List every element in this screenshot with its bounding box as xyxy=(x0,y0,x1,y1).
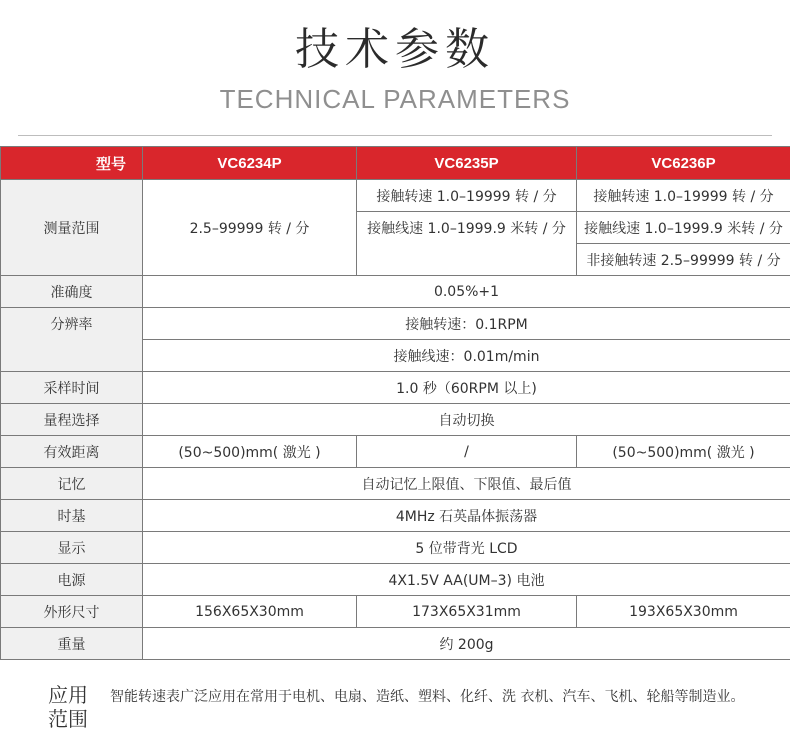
table-row xyxy=(1,500,790,532)
weight-value: 约 200g xyxy=(143,628,790,660)
sampling-value: 1.0 秒（60RPM 以上) xyxy=(143,372,790,404)
size-vc6236p: 193X65X30mm xyxy=(577,596,790,628)
measure-vc6236p-3: 非接触转速 2.5–99999 转 / 分 xyxy=(577,244,790,276)
table-row xyxy=(1,276,790,308)
model-label: 型号 xyxy=(1,147,143,180)
resolution-label: 分辨率 xyxy=(1,308,143,372)
memory-value: 自动记忆上限值、下限值、最后值 xyxy=(143,468,790,500)
table-row xyxy=(1,596,790,628)
memory-label: 记忆 xyxy=(1,468,143,500)
display-value: 5 位带背光 LCD xyxy=(143,532,790,564)
accuracy-value: 0.05%+1 xyxy=(143,276,790,308)
table-row xyxy=(1,628,790,660)
size-label: 外形尺寸 xyxy=(1,596,143,628)
table-row xyxy=(1,436,790,468)
measure-vc6235p-2: 接触线速 1.0–1999.9 米转 / 分 xyxy=(357,212,577,276)
distance-vc6236p: (50~500)mm( 激光 ) xyxy=(577,436,790,468)
table-row xyxy=(1,564,790,596)
model-vc6235p: VC6235P xyxy=(357,147,577,180)
application-text: 智能转速表广泛应用在常用于电机、电扇、造纸、塑料、化纤、洗 衣机、汽车、飞机、轮船等制造业。 xyxy=(110,689,745,705)
measure-label: 测量范围 xyxy=(1,180,143,276)
table-row xyxy=(1,308,790,340)
spec-table xyxy=(0,146,790,660)
application-label-line2: 范围 xyxy=(48,707,88,731)
timebase-label: 时基 xyxy=(1,500,143,532)
distance-vc6235p: / xyxy=(357,436,577,468)
distance-vc6234p: (50~500)mm( 激光 ) xyxy=(143,436,357,468)
table-row xyxy=(1,468,790,500)
table-header-row xyxy=(1,147,790,180)
weight-label: 重量 xyxy=(1,628,143,660)
table-row xyxy=(1,372,790,404)
power-label: 电源 xyxy=(1,564,143,596)
page-title: 技术参数 xyxy=(295,24,495,75)
table-row xyxy=(1,532,790,564)
size-vc6234p: 156X65X30mm xyxy=(143,596,357,628)
display-label: 显示 xyxy=(1,532,143,564)
page-subtitle: TECHNICAL PARAMETERS xyxy=(219,84,571,114)
size-vc6235p: 173X65X31mm xyxy=(357,596,577,628)
sampling-label: 采样时间 xyxy=(1,372,143,404)
power-value: 4X1.5V AA(UM–3) 电池 xyxy=(143,564,790,596)
accuracy-label: 准确度 xyxy=(1,276,143,308)
application-label-line1: 应用 xyxy=(48,683,88,707)
resolution-value-2: 接触线速：0.01m/min xyxy=(143,340,790,372)
title-divider xyxy=(18,135,772,136)
measure-vc6236p-2: 接触线速 1.0–1999.9 米转 / 分 xyxy=(577,212,790,244)
measure-vc6236p-1: 接触转速 1.0–19999 转 / 分 xyxy=(577,180,790,212)
application-label xyxy=(48,683,98,731)
table-row xyxy=(1,180,790,212)
distance-label: 有效距离 xyxy=(1,436,143,468)
measure-vc6235p-1: 接触转速 1.0–19999 转 / 分 xyxy=(357,180,577,212)
measure-vc6234p: 2.5–99999 转 / 分 xyxy=(143,180,357,276)
range-select-value: 自动切换 xyxy=(143,404,790,436)
model-vc6234p: VC6234P xyxy=(143,147,357,180)
table-row xyxy=(1,404,790,436)
range-select-label: 量程选择 xyxy=(1,404,143,436)
model-vc6236p: VC6236P xyxy=(577,147,790,180)
resolution-value-1: 接触转速：0.1RPM xyxy=(143,308,790,340)
timebase-value: 4MHz 石英晶体振荡器 xyxy=(143,500,790,532)
